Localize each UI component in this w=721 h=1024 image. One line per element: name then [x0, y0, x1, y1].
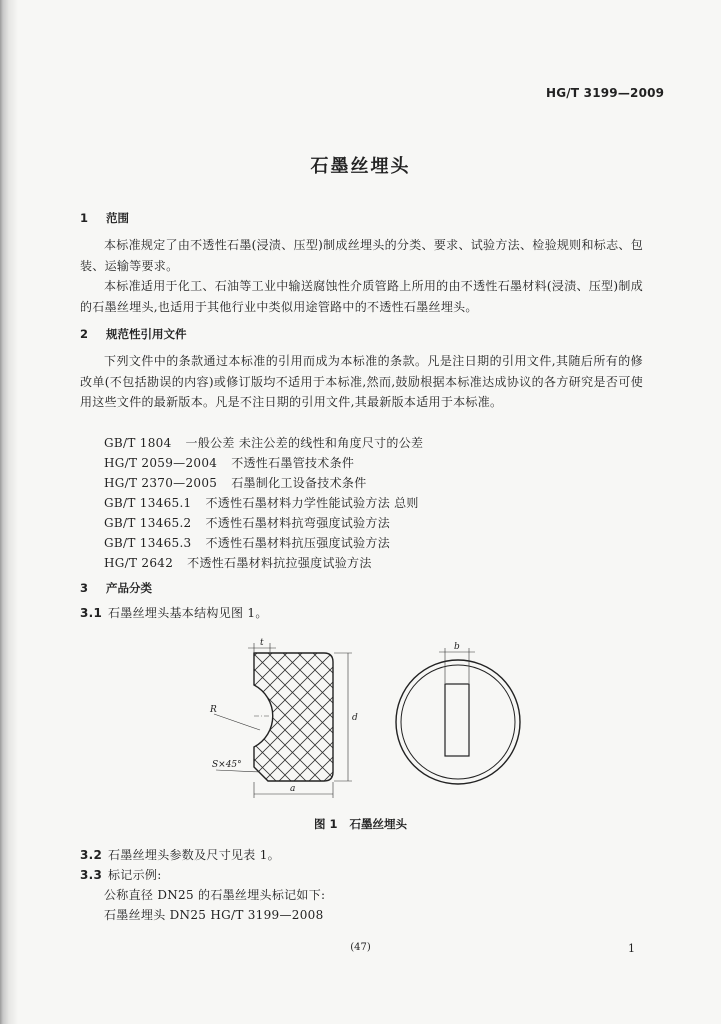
section-3-heading: [80, 580, 152, 596]
clause-number: 3.1: [80, 606, 103, 620]
reference-code: GB/T 13465.3: [104, 536, 192, 550]
page-title: 石墨丝埋头: [310, 156, 411, 177]
figure-1-section-view: [180, 640, 390, 810]
figure-caption: [0, 816, 721, 832]
section-1-heading: [80, 210, 129, 226]
page-number: 1: [628, 942, 635, 955]
clause-text: 石墨丝埋头基本结构见图 1。: [108, 606, 268, 620]
clause-3-2: [80, 846, 280, 863]
reference-title: 不透性石墨材料力学性能试验方法 总则: [205, 496, 419, 510]
reference-title: 一般公差 未注公差的线性和角度尺寸的公差: [185, 436, 424, 450]
figure-1-end-view: [396, 640, 536, 790]
section-1-paragraph-2: 本标准适用于化工、石油等工业中输送腐蚀性介质管路上所用的由不透性石墨材料(浸渍、压型)制成的石墨丝埋头,也适用于其他行业中类似用途管路中的不透性石墨丝埋头。: [80, 279, 643, 314]
clause-3-1: [80, 604, 268, 621]
clause-number: 3.2: [80, 848, 103, 862]
inner-circle: [401, 665, 515, 779]
reference-item: [104, 454, 354, 471]
reference-code: HG/T 2370—2005: [104, 476, 218, 490]
reference-item: [104, 514, 390, 531]
dim-label-R: R: [210, 705, 217, 715]
reference-title: 石墨制化工设备技术条件: [231, 476, 367, 490]
reference-title: 不透性石墨材料抗拉强度试验方法: [187, 556, 372, 570]
leader-R: [214, 714, 260, 730]
reference-item: [104, 534, 390, 551]
standard-number: HG/T 3199—2009: [546, 86, 665, 100]
reference-title: 不透性石墨材料抗压强度试验方法: [205, 536, 391, 550]
reference-item: [104, 494, 419, 511]
section-2-heading: [80, 326, 187, 342]
dim-label-d: d: [352, 713, 358, 723]
reference-code: GB/T 13465.1: [104, 496, 192, 510]
reference-title: 不透性石墨材料抗弯强度试验方法: [205, 516, 391, 530]
reference-code: HG/T 2059—2004: [104, 456, 218, 470]
figure-number: 图 1: [313, 817, 338, 831]
reference-code: GB/T 13465.2: [104, 516, 192, 530]
leader-chamfer: [216, 770, 260, 772]
marking-example: 石墨丝埋头 DN25 HG/T 3199—2008: [104, 908, 324, 922]
reference-item: [104, 474, 367, 491]
clause-text: 石墨丝埋头参数及尺寸见表 1。: [108, 848, 280, 862]
reference-item: [104, 434, 423, 451]
section-number: 2: [80, 327, 89, 341]
reference-title: 不透性石墨管技术条件: [231, 456, 355, 470]
clause-number: 3.3: [80, 868, 103, 882]
outer-circle: [396, 660, 520, 784]
page-marker: (47): [350, 942, 371, 953]
dim-label-t: t: [260, 638, 264, 648]
figure-title: 石墨丝埋头: [349, 817, 407, 831]
reference-code: HG/T 2642: [104, 556, 174, 570]
dim-label-chamfer: S×45°: [212, 760, 242, 770]
slot: [445, 684, 469, 756]
section-title: 产品分类: [106, 581, 152, 595]
section-1-paragraph-1: 本标准规定了由不透性石墨(浸渍、压型)制成丝埋头的分类、要求、试验方法、检验规则和标志、包装、运输等要求。: [80, 238, 643, 273]
dim-label-a: a: [290, 784, 296, 794]
graphite-body: [254, 653, 333, 781]
dim-label-b: b: [454, 642, 460, 652]
clause-3-3: [80, 866, 162, 883]
marking-example-intro: 公称直径 DN25 的石墨丝埋头标记如下:: [104, 888, 326, 902]
section-number: 3: [80, 581, 89, 595]
section-2-paragraph: 下列文件中的条款通过本标准的引用而成为本标准的条款。凡是注日期的引用文件,其随后所有的修改单(不包括勘误的内容)或修订版均不适用于本标准,然而,鼓励根据本标准达成协议的各方研究是否可使用这些文件的最新版本。凡是不注日期的引用文件,其最新版本适用于本标准。: [80, 354, 643, 409]
reference-item: [104, 554, 372, 571]
section-number: 1: [80, 211, 89, 225]
section-title: 范围: [106, 211, 129, 225]
reference-code: GB/T 1804: [104, 436, 172, 450]
section-title: 规范性引用文件: [106, 327, 187, 341]
clause-text: 标记示例:: [108, 868, 162, 882]
